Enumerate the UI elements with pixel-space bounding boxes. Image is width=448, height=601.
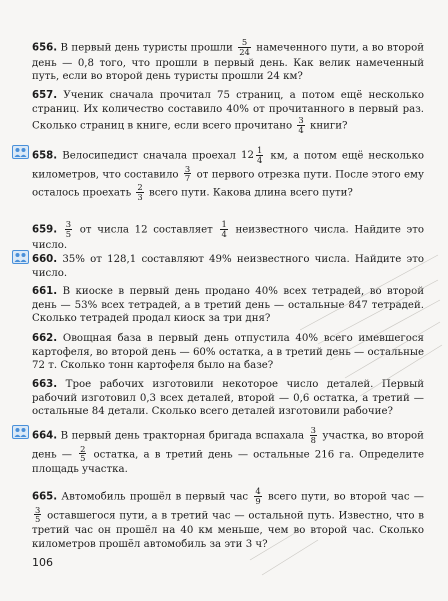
problem-number: 658.: [32, 150, 58, 162]
fraction: [34, 506, 41, 525]
fraction-numerator: 3: [65, 219, 72, 229]
problem-text: км, а потом ещё несколько километров, что составило: [32, 150, 424, 180]
problem-660: [32, 253, 424, 280]
fraction-numerator: 2: [80, 443, 86, 454]
problem-663: [32, 378, 424, 419]
problem-662: [32, 332, 424, 373]
problem-text: Трое рабочих изготовили некоторое число деталей. Первый рабочий изготовил 0,3 всех деталей, второй — 0,6 остатка, а третий — остальные 84 детали. Сколько всего деталей изготовили рабочие?: [32, 379, 424, 418]
fraction: [220, 220, 227, 239]
problem-text: всего пути. Какова длина всего пути?: [148, 187, 353, 199]
problem-text: книги?: [309, 120, 348, 132]
fraction-denominator: 5: [35, 514, 41, 525]
fraction: [256, 146, 263, 165]
fraction: [254, 487, 261, 506]
group-work-icon: [12, 425, 29, 439]
fraction-denominator: 9: [255, 495, 261, 506]
problem-text: 35% от 128,1 составляют 49% неизвестного числа. Найдите это число.: [32, 254, 424, 279]
fraction-denominator: 8: [310, 434, 316, 445]
problem-text: Велосипедист сначала проехал: [62, 150, 236, 162]
problem-text: от первого отрезка пути. После этого ему осталось проехать: [32, 168, 424, 199]
fraction: [65, 220, 72, 239]
problem-text: намеченного пути, а во второй день — 0,8 того, что прошли в первый день. Как велик намеченный путь, если во второй день туристы прошли 24 км?: [32, 42, 424, 83]
fraction-numerator: 2: [137, 182, 143, 193]
problem-number: 663.: [32, 379, 58, 390]
page-number: 106: [32, 556, 53, 569]
fraction-denominator: 4: [298, 125, 304, 136]
problem-text: В первый день туристы прошли: [60, 42, 233, 54]
fraction-numerator: 1: [221, 219, 227, 229]
problem-number: 662.: [32, 333, 58, 344]
problem-text: участка, во второй день —: [32, 430, 424, 460]
fraction: [136, 183, 143, 202]
fraction-denominator: 3: [137, 192, 143, 203]
fraction-denominator: 5: [65, 228, 72, 239]
problem-text: Автомобиль прошёл в первый час: [61, 491, 249, 503]
problem-657: [32, 89, 424, 135]
problem-number: 665.: [32, 491, 58, 503]
mixed-whole: 12: [240, 150, 254, 162]
fraction-denominator: 7: [184, 173, 191, 184]
problem-text: остатка, а в третий день — остальные 216 га. Определите площадь участка.: [32, 448, 424, 476]
fraction-numerator: 3: [298, 115, 304, 126]
fraction-denominator: 4: [221, 228, 227, 239]
fraction: [238, 38, 251, 57]
fraction: [310, 426, 317, 445]
problem-text: В первый день тракторная бригада вспахала: [60, 430, 305, 442]
problem-number: 656.: [32, 42, 58, 54]
problem-number: 661.: [32, 286, 58, 297]
group-work-icon: [12, 145, 29, 159]
problem-text: неизвестного числа. Найдите это число.: [32, 224, 425, 251]
fraction: [79, 445, 86, 464]
problem-text: Ученик сначала прочитал 75 страниц, а потом ещё несколько страниц. Их количество составило 40% от прочитанного в первый раз. Сколько страниц в книге, если всего прочитано: [32, 90, 424, 132]
problem-text: В киоске в первый день продано 40% всех тетрадей, во второй день — 53% всех тетрадей, а в третий день — остальные 847 тетрадей. Сколько тетрадей продал киоск за три дня?: [32, 286, 424, 325]
problem-number: 664.: [32, 430, 58, 442]
fraction-denominator: 4: [256, 154, 263, 165]
problem-661: [32, 285, 424, 326]
problem-number: 660.: [32, 254, 58, 265]
fraction-numerator: 3: [310, 425, 316, 435]
problem-656: [32, 38, 424, 84]
problem-659: [32, 220, 424, 252]
mixed-number: [240, 145, 265, 165]
fraction-numerator: 3: [35, 504, 41, 515]
problem-text: от числа 12 составляет: [79, 224, 213, 236]
fraction-numerator: 5: [238, 38, 251, 48]
fraction: [297, 116, 304, 135]
problem-664: [32, 426, 424, 477]
fraction-numerator: 1: [256, 145, 263, 155]
problem-665: [32, 487, 424, 552]
problem-text: Овощная база в первый день отпустила 40% всего имевшегося картофеля, во второй день — 60% остатка, а в третий день — остальные 72 т. Сколько тонн картофеля было на базе?: [32, 333, 424, 372]
fraction-denominator: 5: [80, 453, 86, 464]
fraction-denominator: 24: [239, 46, 250, 57]
problem-text: всего пути, во второй час —: [267, 491, 424, 503]
fraction-numerator: 4: [255, 486, 261, 496]
group-work-icon: [12, 250, 29, 264]
fraction-numerator: 3: [184, 163, 191, 174]
problem-number: 659.: [32, 224, 58, 236]
problem-number: 657.: [32, 90, 58, 101]
problem-text: оставшегося пути, а в третий час — остальной путь. Известно, что в третий час он прошёл на 40 км меньше, чем во второй час. Сколько километров прошёл автомобиль за эти 3 ч?: [32, 509, 424, 550]
problem-658: [32, 146, 424, 202]
fraction: [184, 165, 191, 184]
